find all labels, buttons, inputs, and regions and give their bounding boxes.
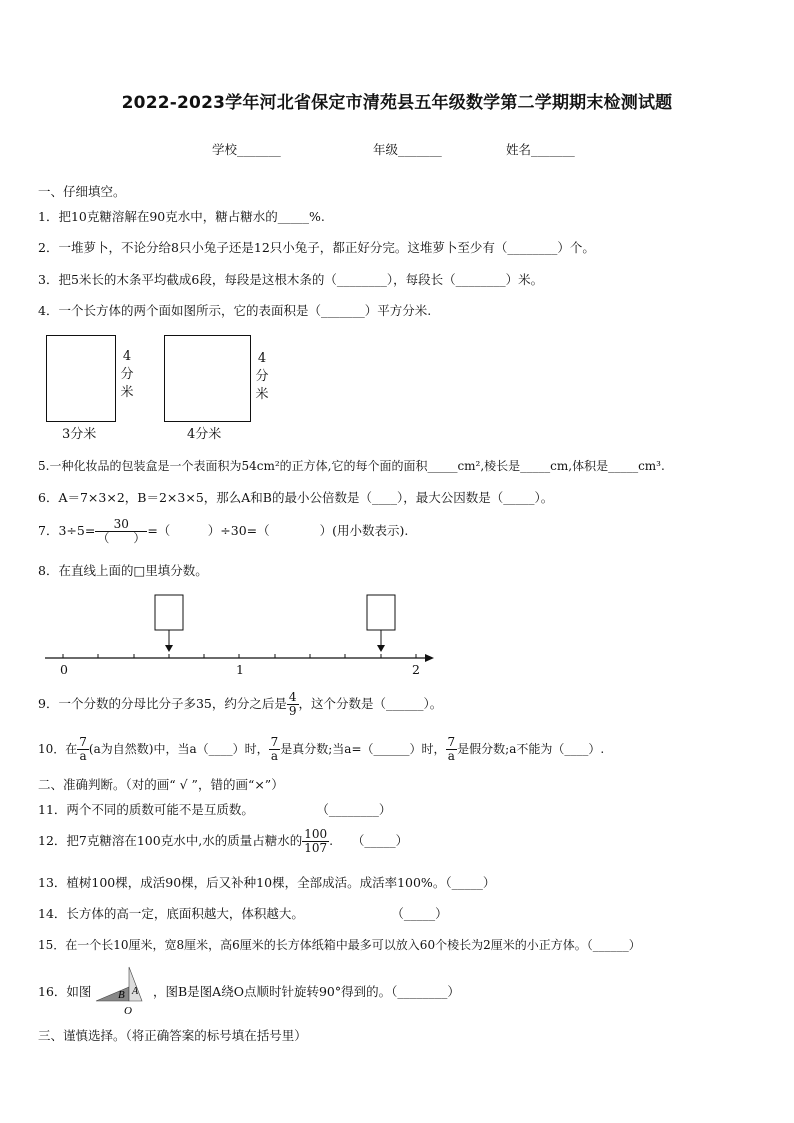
numberline-tick-0: 0 <box>60 662 68 677</box>
face-1-height-label: 4 分 米 <box>120 349 134 400</box>
numberline-tick-2: 2 <box>412 662 420 677</box>
school-field[interactable]: 学校_______ <box>212 142 281 157</box>
question-4: 4．一个长方体的两个面如图所示，它的表面积是（_______）平方分米. <box>38 303 432 318</box>
question-12: 12．把7克糖溶在100克水中,水的质量占糖水的 $\frac{100}{107}$ . （_____） <box>38 827 409 855</box>
q7-fraction: $\frac{30}{( )}$ <box>97 517 146 545</box>
face-rect-1 <box>46 335 116 422</box>
page-title: 2022-2023学年河北省保定市清苑县五年级数学第二学期期末检测试题 <box>121 93 673 113</box>
answer-box-2 <box>367 595 395 630</box>
section-1-heading: 一、仔细填空。 <box>38 184 126 199</box>
svg-text:A: A <box>132 986 139 997</box>
face-2-height-label: 4 分 米 <box>255 351 269 402</box>
face-2-width-label: 4分米 <box>187 427 222 442</box>
question-10: 10．在 $\frac{7}{a}$ (a为自然数)中，当a（____）时， $\frac{7}{a}$ 是真分数;当a=（______）时， $\frac{7}{a}$ 是假分数;a不能为（____）. <box>38 735 605 763</box>
question-16-text: ，图B是图A绕O点顺时针旋转90°得到的。（________） <box>153 984 460 999</box>
question-14: 14．长方体的高一定，底面积越大，体积越大。 （_____） <box>38 906 448 921</box>
face-rect-2 <box>164 335 251 422</box>
answer-box-1 <box>155 595 183 630</box>
q10-fraction-3: $\frac{7}{a}$ <box>447 735 456 763</box>
q10-fraction-2: $\frac{7}{a}$ <box>270 735 279 763</box>
name-field[interactable]: 姓名_______ <box>506 142 575 157</box>
section-3-heading: 三、谨慎选择。（将正确答案的标号填在括号里） <box>38 1028 307 1043</box>
question-15: 15．在一个长10厘米，宽8厘米，高6厘米的长方体纸箱中最多可以放入60个棱长为2厘米的小正方体。（______） <box>38 938 641 952</box>
svg-text:B: B <box>118 989 125 1001</box>
question-1: 1．把10克糖溶解在90克水中，糖占糖水的_____%. <box>38 209 325 224</box>
numberline-tick-1: 1 <box>236 662 244 677</box>
question-9: 9．一个分数的分母比分子多35，约分之后是 $\frac{4}{9}$ ，这个分数是（______）。 <box>38 690 443 718</box>
question-11: 11．两个不同的质数可能不是互质数。 （________） <box>38 802 392 817</box>
question-16: 16．如图 <box>38 984 92 999</box>
grade-field[interactable]: 年级_______ <box>373 142 442 157</box>
question-13: 13．植树100棵，成活90棵，后又补种10棵，全部成活。成活率100%。（_____） <box>38 875 496 890</box>
section-2-heading: 二、准确判断。（对的画“ √ ”，错的画“×”） <box>38 777 284 792</box>
question-7: 7．3÷5= $\frac{30}{( )}$ =（ ）÷30=（ ）(用小数表示). <box>38 517 409 545</box>
question-5: 5.一种化妆品的包装盒是一个表面积为54cm²的正方体,它的每个面的面积_____cm²,棱长是_____cm,体积是_____cm³. <box>38 459 665 473</box>
q9-fraction: $\frac{4}{9}$ <box>288 690 297 718</box>
svg-text:O: O <box>124 1005 132 1015</box>
face-1-width-label: 3分米 <box>62 427 97 442</box>
q12-fraction: $\frac{100}{107}$ <box>304 827 328 855</box>
q10-fraction-1: $\frac{7}{a}$ <box>79 735 87 763</box>
question-3: 3．把5米长的木条平均截成6段，每段是这根木条的（________），每段长（________）米。 <box>38 272 544 287</box>
question-6: 6．A＝7×3×2，B＝2×3×5，那么A和B的最小公倍数是（____），最大公因数是（_____）。 <box>38 490 554 505</box>
question-8: 8．在直线上面的□里填分数。 <box>38 563 208 578</box>
question-2: 2．一堆萝卜，不论分给8只小兔子还是12只小兔子，都正好分完。这堆萝卜至少有（________）个。 <box>38 240 595 255</box>
q16-rotation-figure <box>92 963 154 1015</box>
